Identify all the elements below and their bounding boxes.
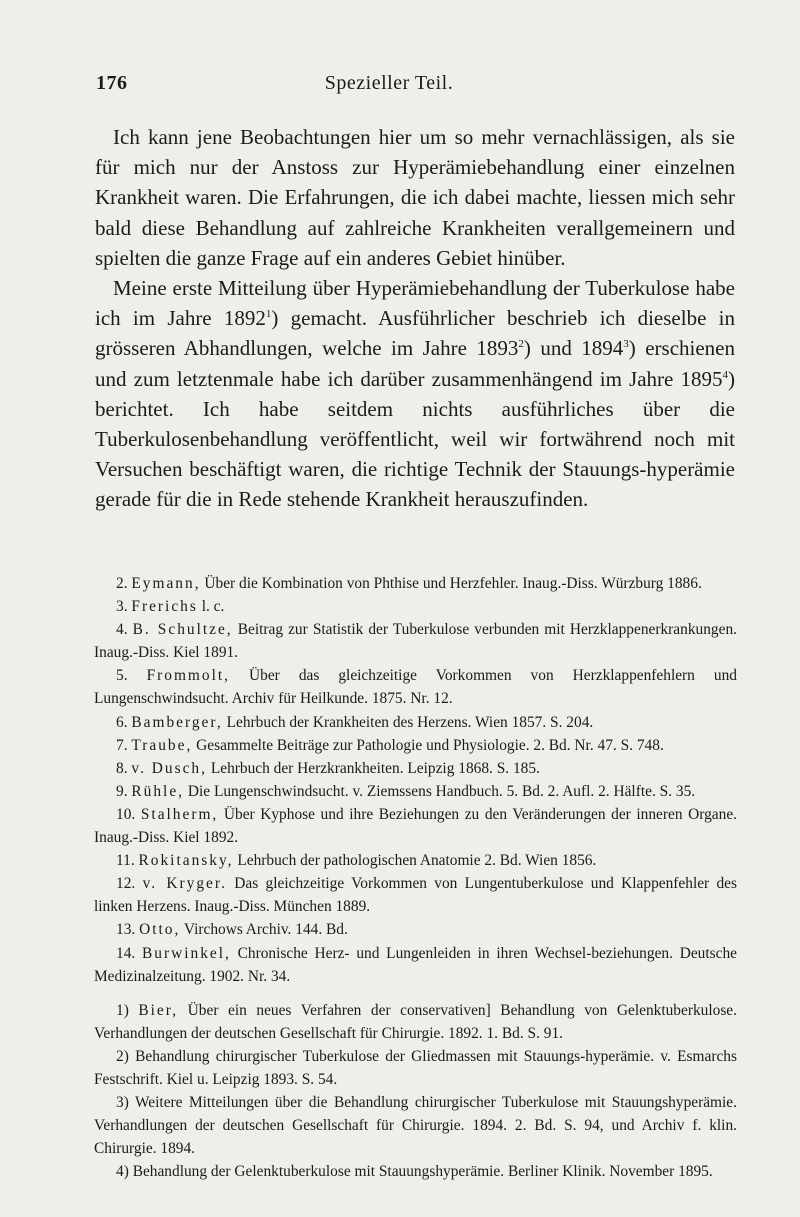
reference-item: 8. v. Dusch, Lehrbuch der Herzkrankheiten. Leipzig 1868. S. 185. [116,759,540,777]
footnote-item: 3) Weitere Mitteilungen über die Behandlung chirurgischer Tuberkulose mit Stauungshyperämie. Verhandlungen der deutschen Gesellschaft für Chirurgie. 1894. 2. Bd. S. 94, und Archiv f. klin. Chirurgie. 1894. [94,1094,737,1158]
footnote-ref-2: 2 [518,338,524,351]
reference-item: 13. Otto, Virchows Archiv. 144. Bd. [116,921,348,939]
reference-item: 4. B. Schultze, Beitrag zur Statistik der Tuberkulose verbunden mit Herzklappenerkrankungen. Inaug.-Diss. Kiel 1891. [94,621,737,662]
page-number: 176 [96,72,128,94]
footnote-item: 2) Behandlung chirurgischer Tuberkulose der Gliedmassen mit Stauungs-hyperämie. v. Esmarchs Festschrift. Kiel u. Leipzig 1893. S. 54. [94,1047,737,1088]
footnote-ref-3: 3 [623,338,629,351]
reference-item: 14. Burwinkel, Chronische Herz- und Lungenleiden in ihren Wechsel-beziehungen. Deutsche Medizinalzeitung. 1902. Nr. 34. [94,944,737,985]
paragraph-2-text: ) berichtet. Ich habe seitdem nichts ausführliches über die Tuberkulosenbehandlung veröffentlicht, weil wir fortwährend noch mit Versuchen beschäftigt waren, die richtige Technik der Stauungs-hyperämie gerade für die in Rede stehende Krankheit herauszufinden. [95,366,735,512]
paragraph-2 [95,273,735,515]
footnote-item: 1) Bier, Über ein neues Verfahren der conservativen] Behandlung von Gelenktuberkulose. Verhandlungen der deutschen Gesellschaft für Chirurgie. 1892. 1. Bd. S. 91. [94,1001,737,1042]
paragraph-1: Ich kann jene Beobachtungen hier um so mehr vernachlässigen, als sie für mich nur der Anstoss zur Hyperämiebehandlung einer einzelnen Krankheit waren. Die Erfahrungen, die ich dabei machte, liessen mich sehr bald diese Behandlung auf zahlreiche Krankheiten verallgemeinern und spielten die ganze Frage auf ein anderes Gebiet hinüber. [95,125,735,270]
reference-item: 9. Rühle, Die Lungenschwindsucht. v. Ziemssens Handbuch. 5. Bd. 2. Aufl. 2. Hälfte. S. 35. [116,782,696,800]
reference-notes [94,572,737,1183]
running-title: Spezieller Teil. [324,72,454,94]
footnote-ref-4: 4 [722,368,728,381]
reference-item: 12. v. Kryger. Das gleichzeitige Vorkommen von Lungentuberkulose und Klappenfehler des linken Herzens. Inaug.-Diss. München 1889. [94,875,737,916]
reference-item: 7. Traube, Gesammelte Beiträge zur Pathologie und Physiologie. 2. Bd. Nr. 47. S. 748. [116,736,664,754]
paragraph-2-text: ) erschienen und zum letztenmale habe ich darüber zusammenhängend im Jahre 1895 [95,336,735,391]
footnote-item: 4) Behandlung der Gelenktuberkulose mit Stauungshyperämie. Berliner Klinik. November 1895. [116,1163,713,1181]
footnote-ref-1: 1 [265,308,272,321]
paragraph-2-text: Meine erste Mitteilung über Hyperämiebehandlung der Tuberkulose habe ich im Jahre 1892 [95,276,735,331]
page-header [58,68,720,98]
reference-item: 3. Frerichs l. c. [116,598,225,616]
paragraph-2-text: ) und 1894 [523,336,624,361]
reference-item: 2. Eymann, Über die Kombination von Phthise und Herzfehler. Inaug.-Diss. Würzburg 1886. [116,575,702,592]
reference-item: 6. Bamberger, Lehrbuch der Krankheiten des Herzens. Wien 1857. S. 204. [116,713,594,731]
body-text [95,122,735,515]
reference-item: 10. Stalherm, Über Kyphose und ihre Beziehungen zu den Veränderungen der inneren Organe. Inaug.-Diss. Kiel 1892. [94,805,737,847]
reference-item: 11. Rokitansky, Lehrbuch der pathologischen Anatomie 2. Bd. Wien 1856. [116,852,597,870]
paragraph-2-text: ) gemacht. Ausführlicher beschrieb ich dieselbe in grösseren Abhandlungen, welche im Jahre 1893 [95,306,735,361]
reference-item: 5. Frommolt, Über das gleichzeitige Vorkommen von Herzklappenfehlern und Lungenschwindsucht. Archiv für Heilkunde. 1875. Nr. 12. [94,667,737,708]
